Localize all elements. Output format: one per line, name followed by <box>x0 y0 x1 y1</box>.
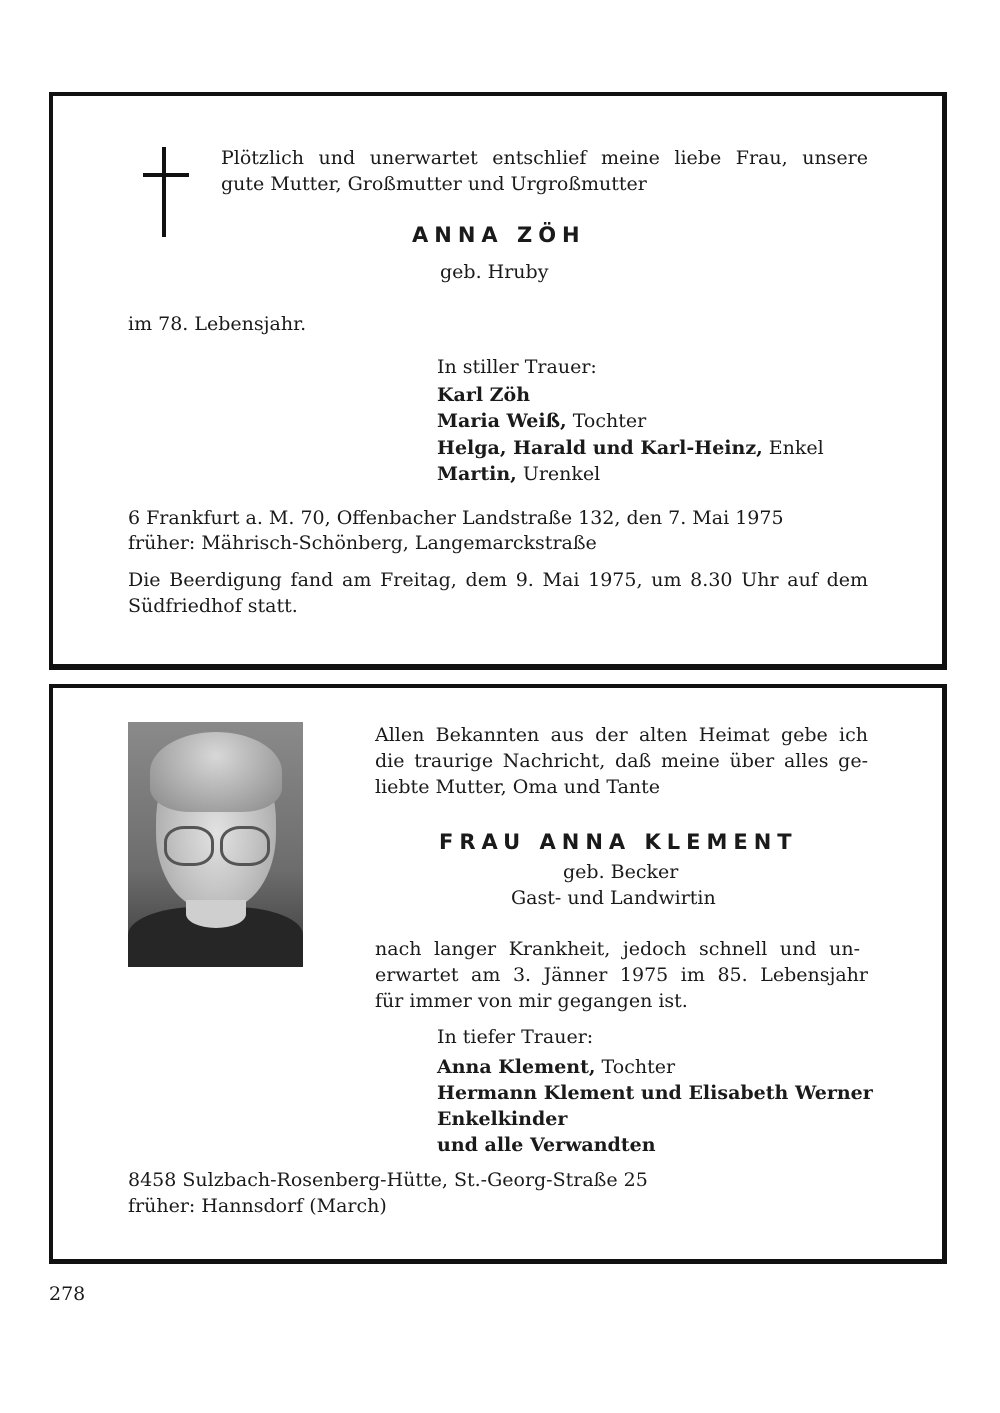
intro-line: die traurige Nachricht, daß meine über alles ge- <box>375 750 868 772</box>
text-line: erwartet am 3. Jänner 1975 im 85. Lebensjahr <box>375 964 868 986</box>
deceased-name: ANNA ZÖH <box>412 223 586 247</box>
mourner-line: Enkelkinder <box>437 1108 568 1130</box>
address-line: 6 Frankfurt a. M. 70, Offenbacher Landstraße 132, den 7. Mai 1975 <box>128 507 784 529</box>
age-line: im 78. Lebensjahr. <box>128 313 307 335</box>
funeral-line: Südfriedhof statt. <box>128 595 298 617</box>
mourner-line: und alle Verwandten <box>437 1134 656 1156</box>
intro-line: Plötzlich und unerwartet entschlief meine liebe Frau, unsere <box>221 147 868 169</box>
portrait-photo <box>128 722 303 967</box>
mourning-heading: In tiefer Trauer: <box>437 1026 594 1048</box>
mourner-line: Karl Zöh <box>437 384 531 406</box>
mourner-line: Helga, Harald und Karl-Heinz, Enkel <box>437 437 824 459</box>
page-number: 278 <box>49 1283 86 1305</box>
cross-vertical-bar <box>162 147 166 237</box>
deceased-name: FRAU ANNA KLEMENT <box>439 830 798 854</box>
mourner-line: Martin, Urenkel <box>437 463 601 485</box>
text-line: nach langer Krankheit, jedoch schnell und un- <box>375 938 860 960</box>
mourner-line: Hermann Klement und Elisabeth Werner <box>437 1082 873 1104</box>
maiden-name: geb. Hruby <box>440 261 549 283</box>
text-line: für immer von mir gegangen ist. <box>375 990 688 1012</box>
former-address-line: früher: Mährisch-Schönberg, Langemarckstraße <box>128 532 597 554</box>
intro-line: liebte Mutter, Oma und Tante <box>375 776 661 798</box>
occupation: Gast- und Landwirtin <box>511 887 716 909</box>
intro-line: gute Mutter, Großmutter und Urgroßmutter <box>221 173 647 195</box>
maiden-name: geb. Becker <box>563 861 679 883</box>
cross-horizontal-bar <box>143 173 189 177</box>
intro-line: Allen Bekannten aus der alten Heimat gebe ich <box>375 724 868 746</box>
funeral-line: Die Beerdigung fand am Freitag, dem 9. Mai 1975, um 8.30 Uhr auf dem <box>128 569 868 591</box>
address-line: 8458 Sulzbach-Rosenberg-Hütte, St.-Georg-Straße 25 <box>128 1169 648 1191</box>
mourner-line: Anna Klement, Tochter <box>437 1056 676 1078</box>
former-address-line: früher: Hannsdorf (March) <box>128 1195 387 1217</box>
mourning-heading: In stiller Trauer: <box>437 356 597 378</box>
mourner-line: Maria Weiß, Tochter <box>437 410 647 432</box>
